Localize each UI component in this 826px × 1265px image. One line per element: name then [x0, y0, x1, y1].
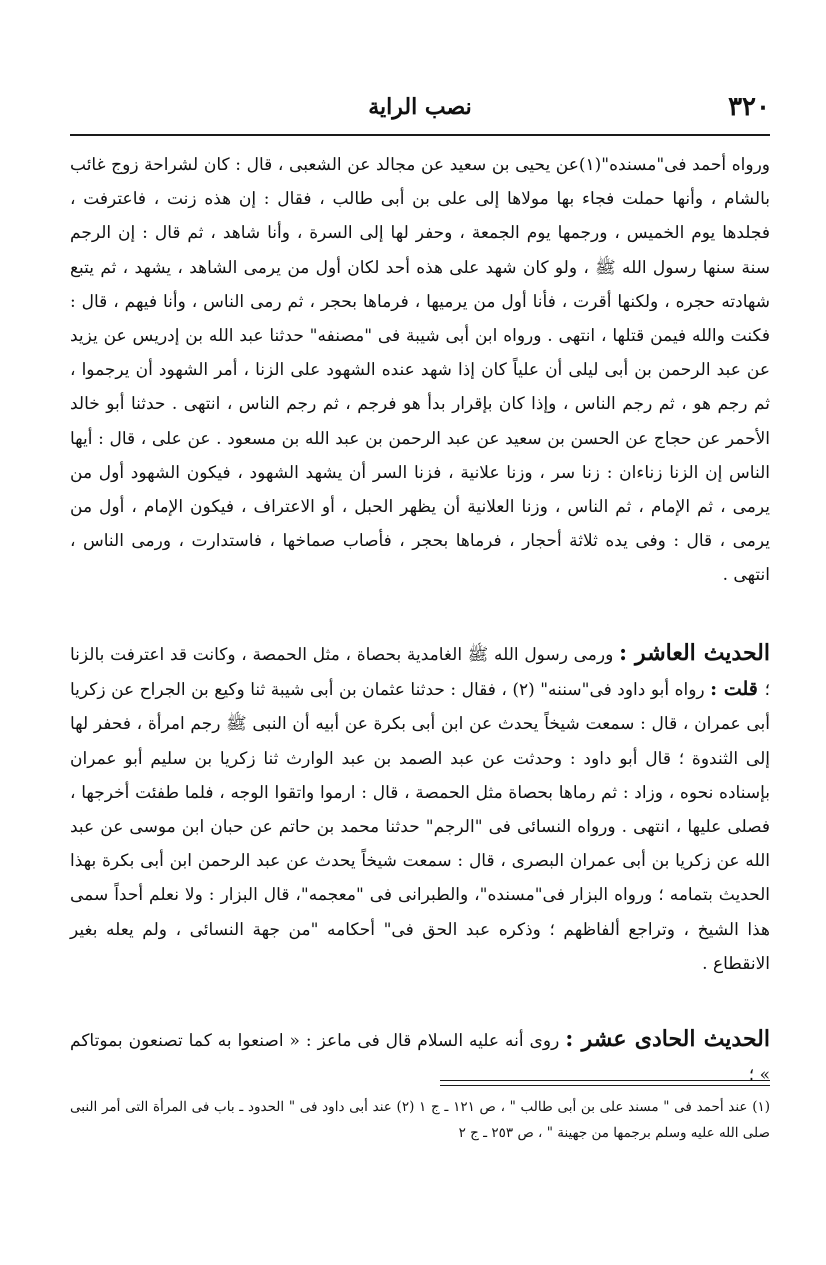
- hadith-10-text: ورمى رسول الله ﷺ الغامدية بحصاة ، مثل الحمصة ، وكانت قد اعترفت بالزنا ؛: [70, 645, 770, 701]
- page-header: [70, 92, 770, 132]
- main-text: [70, 148, 770, 593]
- paragraph: ورواه أحمد فى"مسنده"(١)عن يحيى بن سعيد عن مجالد عن الشعبى ، قال : كان لشراحة زوج غائب بالشام ، وأنها حملت فجاء بها مولاها إلى على بن أبى طالب ، فقال : إن هذه زنت ، فاعترفت ، فجلدها يوم الخميس ، ورجمها يوم الجمعة ، وحفر لها إلى السرة ، وأنا شاهد ، ثم قال : إن الرجم سنة سنها رسول الله ﷺ ، ولو كان شهد على هذه أحد لكان أول من يرمى الشاهد ، يشهد ، ثم يتبع شهادته حجره ، ولكنها أقرت ، فأنا أول من يرميها ، فرماها بحجر ، ثم رمى الناس ، وأنا فيهم ، قال : فكنت والله فيمن قتلها ، انتهى . ورواه ابن أبى شيبة فى "مصنفه" حدثنا عبد الله بن إدريس عن يزيد عن عبد الرحمن بن أبى ليلى أن علياً كان إذا شهد عنده الشهود على الزنا ، أمر الشهود أن يرجموا ، ثم رجم هو ، ثم رجم الناس ، وإذا كان بإقرار بدأ هو فرجم ، ثم رجم الناس ، انتهى . حدثنا أبو خالد الأحمر عن حجاج عن الحسن بن سعيد عن عبد الرحمن بن عبد الله بن مسعود . عن على ، قال : أيها الناس إن الزنا زناءان : زنا سر ، وزنا علانية ، فزنا السر أن يشهد الشهود ، فيكون الشهود أول من يرمى ، ثم الإمام ، ثم الناس ، وزنا العلانية أن يظهر الحبل ، أو الاعتراف ، فيكون الإمام ، أول من يرمى ، قال : وفى يده ثلاثة أحجار ، فرماها بحجر ، فأصاب صماخها ، فاستدارت ، ورمى الناس ، انتهى .: [70, 155, 770, 586]
- hadith-10-section: [70, 636, 770, 981]
- hadith-11-text: روى أنه عليه السلام قال فى ماعز : « اصنعوا به كما تصنعون بموتاكم » ؛: [70, 1031, 770, 1086]
- qultu-label: قلت :: [710, 678, 765, 701]
- running-title: نصب الراية: [368, 94, 472, 120]
- header-rule: [70, 134, 770, 136]
- footnote: (١) عند أحمد فى " مسند على بن أبى طالب " ، ص ١٢١ ـ ج ١ (٢) عند أبى داود فى " الحدود ـ باب فى المرأة التى أمر النبى صلى الله عليه وسلم برجمها من جهينة " ، ص ٢٥٣ ـ ج ٢: [70, 1099, 771, 1141]
- footnote-rule: [440, 1080, 770, 1086]
- hadith-11-heading: الحديث الحادى عشر :: [565, 1026, 770, 1052]
- hadith-10-body: رواه أبو داود فى"سننه" (٢) ، فقال : حدثنا عثمان بن أبى شيبة ثنا وكيع بن الجراح عن زكريا أبى عمران ، قال : سمعت شيخاً يحدث عن ابن أبى بكرة عن أبيه أن النبى ﷺ رجم امرأة ، فحفر لها إلى الثندوة ؛ قال أبو داود : وحدثت عن عبد الصمد بن عبد الوارث ثنا زكريا بن سليم أبو عمران بإسناده نحوه ، وزاد : ثم رماها بحصاة مثل الحمصة ، قال : ارموا واتقوا الوجه ، فلما طفئت أخرجها ، فصلى عليها ، انتهى . ورواه النسائى فى "الرجم" حدثنا محمد بن حاتم عن حبان ابن موسى عن عبد الله عن زكريا بن أبى عمران البصرى ، قال : سمعت شيخاً يحدث عن عبد الرحمن ابن أبى بكرة بهذا الحديث بتمامه ؛ ورواه البزار فى"مسنده"، والطبرانى فى "معجمه"، قال البزار : ولا نعلم أحداً سمى هذا الشيخ ، وتراجع ألفاظهم ؛ وذكره عبد الحق فى" أحكامه "من جهة النسائى ، ولم يعله بغير الانقطاع .: [70, 680, 770, 974]
- footnotes: [70, 1094, 770, 1146]
- hadith-10-heading: الحديث العاشر :: [618, 640, 770, 666]
- page-number: ٣٢٠: [728, 92, 770, 122]
- hadith-10-paragraph: [70, 636, 770, 981]
